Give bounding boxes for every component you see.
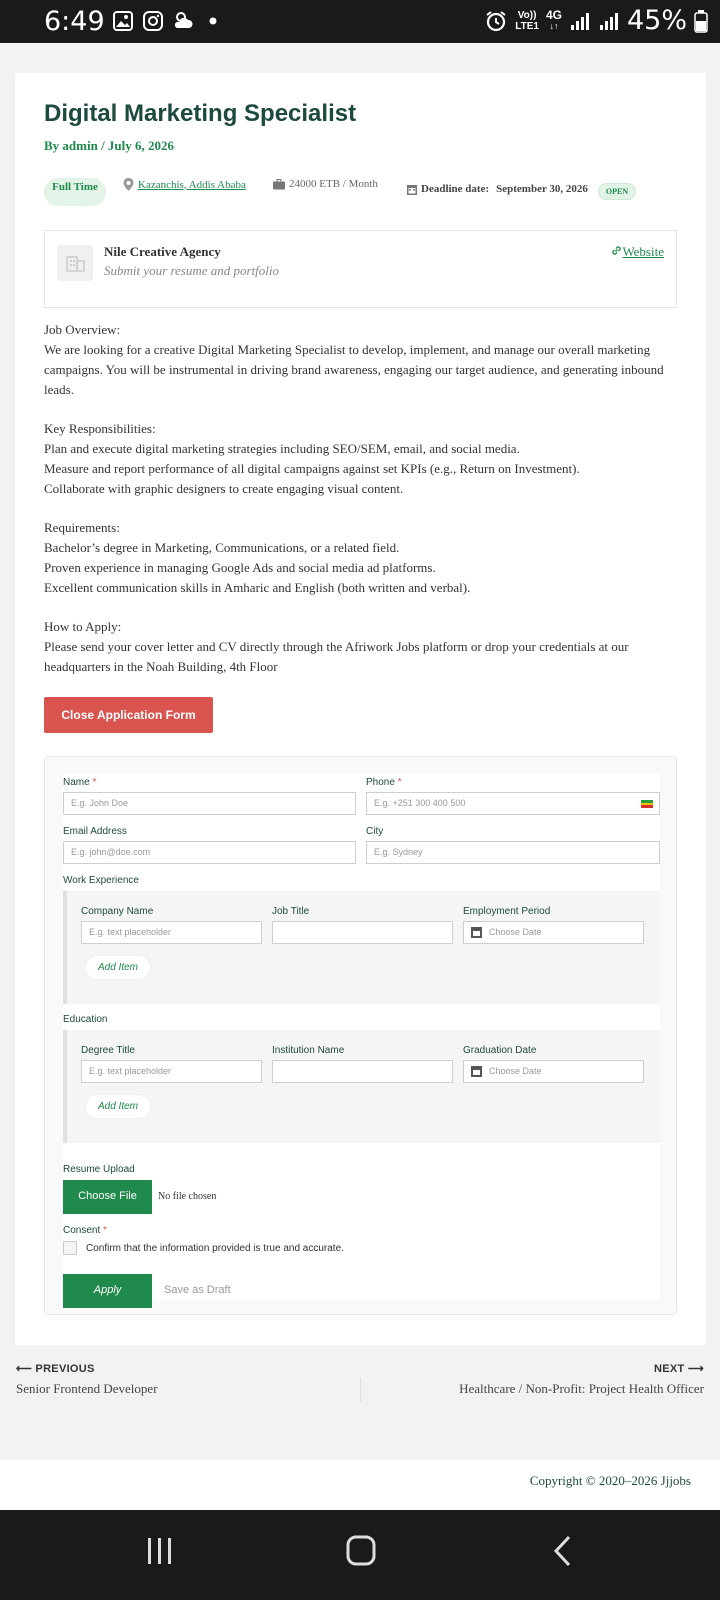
building-icon <box>57 245 93 281</box>
education-repeater <box>63 1030 660 1143</box>
add-education-button[interactable]: Add Item <box>85 1094 151 1119</box>
requirements-heading: Requirements: <box>44 520 120 535</box>
job-title-input[interactable] <box>272 921 453 944</box>
network-type: 4G ↓↑ <box>545 7 562 31</box>
back-icon[interactable] <box>553 1535 573 1567</box>
company-website-link[interactable]: Website <box>611 244 664 260</box>
degree-title-input[interactable]: E.g. text placeholder <box>81 1060 262 1083</box>
institution-name-input[interactable] <box>272 1060 453 1083</box>
form-inner <box>63 774 660 1300</box>
status-bar <box>0 0 720 43</box>
add-work-experience-button[interactable]: Add Item <box>85 955 151 980</box>
job-salary <box>273 178 378 190</box>
recent-apps-icon[interactable] <box>146 1536 174 1566</box>
work-experience-label: Work Experience <box>63 875 139 886</box>
consent-text[interactable]: Confirm that the information provided is true and accurate. <box>86 1243 344 1254</box>
work-experience-repeater <box>63 891 660 1004</box>
battery-icon <box>694 9 708 33</box>
no-file-text: No file chosen <box>158 1191 217 1202</box>
consent-checkbox[interactable] <box>63 1241 77 1255</box>
briefcase-icon <box>273 179 285 190</box>
link-icon <box>611 245 622 256</box>
responsibility-item: Plan and execute digital marketing strategies including SEO/SEM, email, and social media. <box>44 441 520 456</box>
signal-icon-1 <box>569 10 591 32</box>
calendar-icon <box>471 927 482 938</box>
job-title: Digital Marketing Specialist <box>44 100 357 127</box>
job-salary-text: 24000 ETB / Month <box>289 178 378 190</box>
phone-input[interactable]: E.g. +251 300 400 500 <box>366 792 660 815</box>
status-time: 6:49 <box>44 6 105 37</box>
status-right <box>484 5 708 36</box>
weather-icon <box>172 10 194 32</box>
close-application-form-button[interactable]: Close Application Form <box>44 697 213 733</box>
next-label[interactable]: NEXT ⟶ <box>654 1363 704 1375</box>
overview-heading: Job Overview: <box>44 322 121 337</box>
apply-heading: How to Apply: <box>44 619 122 634</box>
graduation-date-label: Graduation Date <box>463 1045 537 1056</box>
status-badge: OPEN <box>598 183 636 200</box>
deadline-label: Deadline date: <box>421 183 490 195</box>
company-box <box>44 230 677 308</box>
responsibilities-heading: Key Responsibilities: <box>44 421 156 436</box>
company-logo <box>57 245 93 281</box>
requirement-item: Proven experience in managing Google Ads and social media ad platforms. <box>44 560 436 575</box>
system-navigation-bar <box>0 1510 720 1600</box>
job-title-label: Job Title <box>272 906 310 917</box>
application-form <box>44 756 677 1315</box>
city-input[interactable]: E.g. Sydney <box>366 841 660 864</box>
responsibility-item: Collaborate with graphic designers to create engaging visual content. <box>44 481 404 496</box>
email-input[interactable]: E.g. john@doe.com <box>63 841 356 864</box>
phone-label: Phone * <box>366 777 402 788</box>
copyright-text: Copyright © 2020–2026 Jjjobs <box>529 1473 691 1488</box>
degree-title-label: Degree Title <box>81 1045 135 1056</box>
employment-period-label: Employment Period <box>463 906 551 917</box>
apply-button[interactable]: Apply <box>63 1274 152 1308</box>
overview-text: We are looking for a creative Digital Marketing Specialist to develop, implement, and manage our overall marketing campaigns. You will be instrumental in driving brand awareness, engaging our target audience, and generating inbound leads. <box>44 342 664 397</box>
job-byline[interactable]: By admin / July 6, 2026 <box>44 138 175 153</box>
save-draft-button[interactable]: Save as Draft <box>164 1284 231 1296</box>
email-label: Email Address <box>63 826 127 837</box>
institution-name-label: Institution Name <box>272 1045 345 1056</box>
gallery-icon <box>112 10 134 32</box>
graduation-date-input[interactable]: Choose Date <box>463 1060 644 1083</box>
apply-text: Please send your cover letter and CV directly through the Afriwork Jobs platform or drop your credentials at our headquarters in the Noah Building, 4th Floor <box>44 639 629 674</box>
footer <box>0 1460 720 1510</box>
name-label: Name * <box>63 777 97 788</box>
requirement-item: Excellent communication skills in Amharic and English (both written and verbal). <box>44 580 471 595</box>
deadline-value: September 30, 2026 <box>496 183 588 195</box>
next-post-link[interactable] <box>459 1362 704 1397</box>
city-label: City <box>366 826 384 837</box>
requirement-item: Bachelor’s degree in Marketing, Communications, or a related field. <box>44 540 400 555</box>
notification-icons <box>112 10 224 32</box>
job-description <box>44 320 684 677</box>
next-title[interactable]: Healthcare / Non-Profit: Project Health Officer <box>459 1381 704 1396</box>
name-input[interactable]: E.g. John Doe <box>63 792 356 815</box>
country-flag-icon[interactable] <box>641 800 653 808</box>
dot-icon <box>202 10 224 32</box>
calendar-icon <box>471 1066 482 1077</box>
job-deadline <box>407 183 588 195</box>
signal-icon-2 <box>598 10 620 32</box>
alarm-icon <box>484 9 508 33</box>
location-pin-icon <box>123 178 134 191</box>
previous-title[interactable]: Senior Frontend Developer <box>16 1381 158 1396</box>
previous-post-link[interactable] <box>16 1362 158 1397</box>
nav-divider <box>360 1378 361 1402</box>
previous-label[interactable]: ⟵ PREVIOUS <box>16 1363 95 1375</box>
volte-indicator: Vo)) LTE1 <box>515 9 539 32</box>
resume-upload-label: Resume Upload <box>63 1164 135 1175</box>
company-name: Nile Creative Agency <box>104 244 221 259</box>
home-icon[interactable] <box>346 1535 376 1567</box>
job-location-text[interactable]: Kazanchis, Addis Ababa <box>138 178 246 191</box>
instagram-icon <box>142 10 164 32</box>
company-name-input[interactable]: E.g. text placeholder <box>81 921 262 944</box>
job-location[interactable] <box>123 178 246 191</box>
employment-period-input[interactable]: Choose Date <box>463 921 644 944</box>
education-label: Education <box>63 1014 108 1025</box>
battery-percent: 45% <box>626 5 687 36</box>
company-tagline: Submit your resume and portfolio <box>104 263 280 278</box>
job-type-badge: Full Time <box>44 178 106 206</box>
responsibility-item: Measure and report performance of all digital campaigns against set KPIs (e.g., Return on Investment). <box>44 461 580 476</box>
company-name-label: Company Name <box>81 906 154 917</box>
consent-label: Consent * <box>63 1225 107 1236</box>
choose-file-button[interactable]: Choose File <box>63 1180 152 1214</box>
calendar-icon <box>407 184 417 195</box>
